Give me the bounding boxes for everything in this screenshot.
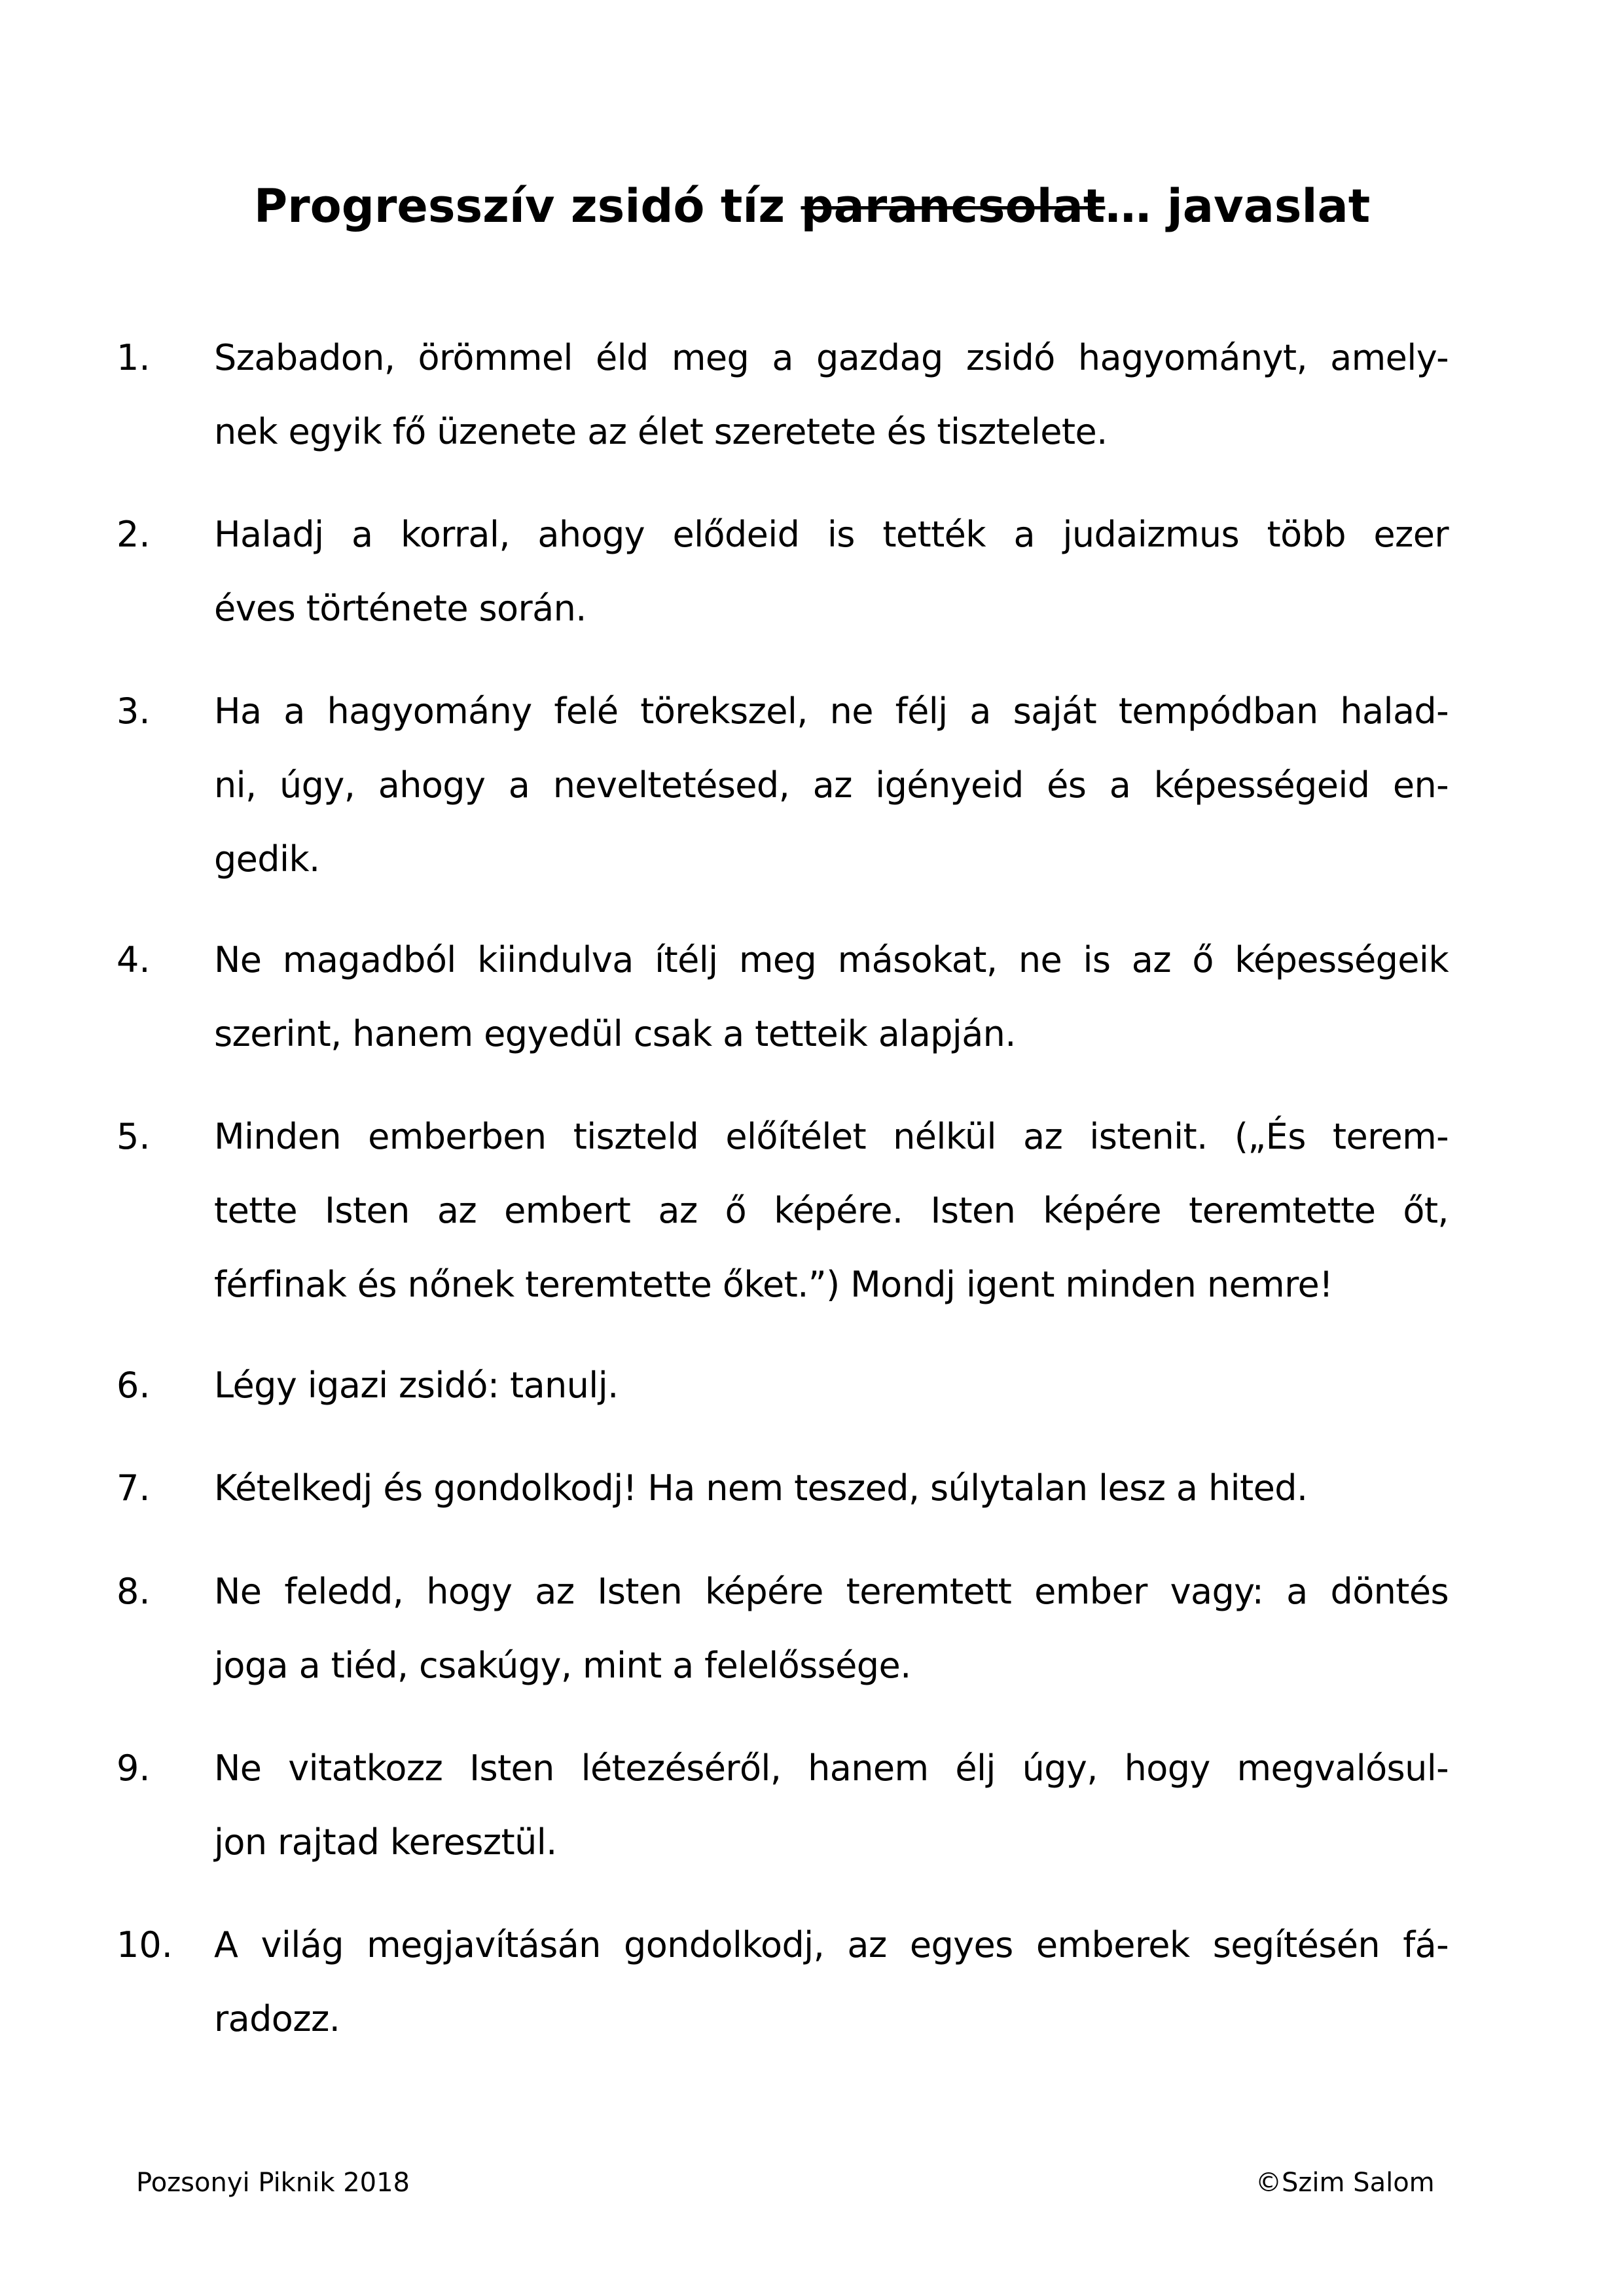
item-text xyxy=(214,1451,1449,1525)
item-text xyxy=(214,1908,1449,2056)
item-text xyxy=(214,923,1449,1071)
footer-copyright: ©Szim Salom xyxy=(1255,2168,1435,2198)
item-line: radozz. xyxy=(214,1998,340,2039)
item-line: Ne feledd, hogy az Isten képére teremtett ember vagy: a döntés xyxy=(214,1571,1449,1612)
title-prefix: Progresszív zsidó tíz xyxy=(253,179,801,233)
item-line: ni, úgy, ahogy a neveltetésed, az igényeid és a képességeid en- xyxy=(214,764,1449,806)
item-line: Kételkedj és gondolkodj! Ha nem teszed, súlytalan lesz a hited. xyxy=(214,1467,1308,1509)
item-line: éves története során. xyxy=(214,588,586,629)
item-text xyxy=(214,321,1449,469)
item-text xyxy=(214,1100,1449,1321)
title-struck-word: parancsolat xyxy=(801,179,1106,233)
item-text xyxy=(214,1348,1449,1422)
item-text xyxy=(214,674,1449,896)
item-text xyxy=(214,1731,1449,1879)
item-number: 1. xyxy=(117,337,151,378)
item-line: joga a tiéd, csakúgy, mint a felelőssége. xyxy=(214,1645,911,1686)
item-number: 7. xyxy=(117,1467,151,1509)
item-number: 9. xyxy=(117,1748,151,1789)
item-number: 10. xyxy=(117,1924,173,1965)
item-line: Ne vitatkozz Isten létezéséről, hanem élj úgy, hogy megvalósul- xyxy=(214,1748,1449,1789)
item-line: Haladj a korral, ahogy elődeid is tették a judaizmus több ezer xyxy=(214,514,1449,555)
item-number: 4. xyxy=(117,939,151,980)
item-line: szerint, hanem egyedül csak a tetteik alapján. xyxy=(214,1013,1016,1054)
page-title xyxy=(0,173,1624,239)
item-line: férfinak és nőnek teremtette őket.”) Mondj igent minden nemre! xyxy=(214,1264,1333,1305)
item-line: Ne magadból kiindulva ítélj meg másokat, ne is az ő képességeik xyxy=(214,939,1449,980)
item-number: 8. xyxy=(117,1571,151,1612)
item-line: Szabadon, örömmel éld meg a gazdag zsidó hagyományt, amely- xyxy=(214,337,1449,378)
item-line: Minden emberben tiszteld előítélet nélkül az istenit. („És terem- xyxy=(214,1116,1449,1157)
item-line: Légy igazi zsidó: tanulj. xyxy=(214,1365,619,1406)
footer-event: Pozsonyi Piknik 2018 xyxy=(136,2168,410,2198)
item-line: gedik. xyxy=(214,838,320,880)
item-line: Ha a hagyomány felé törekszel, ne félj a saját tempódban halad- xyxy=(214,691,1449,732)
item-line: A világ megjavításán gondolkodj, az egyes emberek segítésén fá- xyxy=(214,1924,1449,1965)
item-line: nek egyik fő üzenete az élet szeretete és tisztelete. xyxy=(214,411,1108,452)
item-number: 6. xyxy=(117,1365,151,1406)
item-text xyxy=(214,1554,1449,1702)
item-number: 3. xyxy=(117,691,151,732)
item-number: 2. xyxy=(117,514,151,555)
item-text xyxy=(214,497,1449,645)
item-line: jon rajtad keresztül. xyxy=(214,1821,557,1863)
title-suffix: … javaslat xyxy=(1105,179,1371,233)
item-line: tette Isten az embert az ő képére. Isten képére teremtette őt, xyxy=(214,1190,1449,1231)
item-number: 5. xyxy=(117,1116,151,1157)
